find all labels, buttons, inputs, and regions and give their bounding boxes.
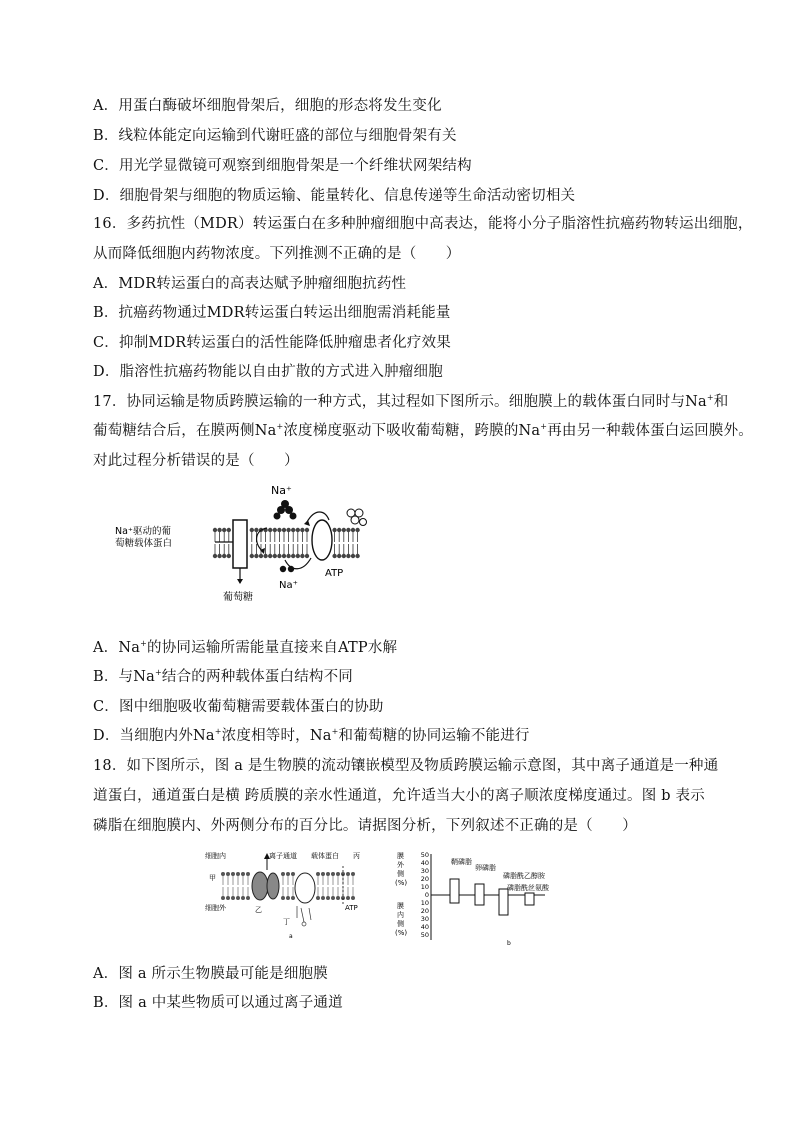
phospholipid-head — [222, 554, 226, 558]
label-jia: 甲 — [209, 874, 216, 882]
q15-option-b: B．线粒体能定向运输到代谢旺盛的部位与细胞骨架有关 — [93, 128, 457, 144]
q16-option-b: B．抗癌药物通过MDR转运蛋白转运出细胞需消耗能量 — [93, 305, 451, 321]
phospholipid-head — [221, 896, 225, 900]
phospholipid-head — [296, 554, 300, 558]
phospholipid-head — [316, 896, 320, 900]
svg-text:30: 30 — [420, 915, 429, 923]
label-pe: 磷脂酰乙醇胺 — [503, 872, 545, 880]
phospholipid-head — [213, 554, 217, 558]
phospholipid-head — [277, 554, 281, 558]
phospholipid-head — [305, 554, 309, 558]
q18-stem-line3: 磷脂在细胞膜内、外两侧分布的百分比。请据图分析，下列叙述不正确的是（ ） — [93, 818, 637, 834]
q18-stem-line2: 道蛋白，通道蛋白是横 跨质膜的亲水性通道，允许适当大小的离子顺浓度梯度通过。图 b 表示 — [93, 788, 705, 804]
q18-stem-line1: 18．如下图所示，图 a 是生物膜的流动镶嵌模型及物质跨膜运输示意图，其中离子通道是一种通 — [93, 758, 719, 774]
phospholipid-head — [263, 554, 267, 558]
caption-b: b — [507, 940, 511, 947]
na-ion-pair-bottom — [280, 566, 294, 572]
q18-figure-b-phospholipid-chart — [395, 850, 565, 950]
phospholipid-head — [268, 528, 272, 532]
label-ding: 丁 — [283, 918, 290, 926]
phospholipid-head — [241, 872, 245, 876]
q17-option-b: B．与Na+结合的两种载体蛋白结构不同 — [93, 668, 354, 685]
q17-stem-line1: 17．协同运输是物质跨膜运输的一种方式，其过程如下图所示。细胞膜上的载体蛋白同时与Na+和 — [93, 393, 729, 410]
svg-text:30: 30 — [420, 867, 429, 875]
y-label-outside — [395, 851, 407, 887]
glucose-carrier-protein — [233, 520, 247, 568]
label-yi: 乙 — [255, 906, 262, 914]
q18-figure-a-membrane-model — [205, 848, 365, 940]
carrier-protein — [295, 873, 315, 903]
phospholipid-head — [331, 872, 335, 876]
phospholipid-head — [217, 554, 221, 558]
svg-text:外: 外 — [397, 861, 404, 869]
bar-ps — [525, 893, 534, 905]
label-atp: ATP — [325, 568, 344, 579]
phospholipid-head — [321, 896, 325, 900]
q15-option-c: C．用光学显微镜可观察到细胞骨架是一个纤维状网架结构 — [93, 158, 472, 174]
phospholipid-head — [241, 896, 245, 900]
label-na-top: Na⁺ — [271, 484, 292, 497]
phospholipid-head — [342, 528, 346, 532]
label-na-bottom: Na⁺ — [279, 580, 298, 591]
phospholipid-head — [236, 896, 240, 900]
label-lecithin: 卵磷脂 — [475, 864, 496, 872]
phospholipid-head — [282, 554, 286, 558]
na-pump-protein — [312, 520, 332, 560]
phospholipid-head — [231, 896, 235, 900]
q17-option-a: A．Na+的协同运输所需能量直接来自ATP水解 — [93, 639, 398, 656]
phospholipid-head — [217, 528, 221, 532]
label-carrier-protein: 载体蛋白 — [311, 852, 339, 860]
phospholipid-head — [268, 554, 272, 558]
phospholipid-head — [291, 872, 295, 876]
phospholipid-head — [300, 528, 304, 532]
svg-text:(%): (%) — [395, 929, 408, 937]
na-ion-cluster-top — [274, 500, 297, 520]
svg-text:侧: 侧 — [397, 870, 404, 878]
phospholipid-head — [281, 896, 285, 900]
phospholipid-head — [236, 872, 240, 876]
svg-text:10: 10 — [420, 883, 429, 891]
phospholipid-head — [336, 872, 340, 876]
q17-stem-line3: 对此过程分析错误的是（ ） — [93, 453, 299, 469]
q17-option-c: C．图中细胞吸收葡萄糖需要载体蛋白的协助 — [93, 699, 384, 715]
phospholipid-head — [213, 528, 217, 532]
q17-option-d: D．当细胞内外Na+浓度相等时，Na+和葡萄糖的协同运输不能进行 — [93, 727, 530, 744]
q16-stem-line2: 从而降低细胞内药物浓度。下列推测不正确的是（ ） — [93, 246, 461, 262]
q15-option-d: D．细胞骨架与细胞的物质运输、能量转化、信息传递等生命活动密切相关 — [93, 188, 576, 204]
svg-text:20: 20 — [420, 907, 429, 915]
phospholipid-head — [226, 896, 230, 900]
q18-option-b: B．图 a 中某些物质可以通过离子通道 — [93, 995, 343, 1011]
phospholipid-head — [346, 896, 350, 900]
bar-lecithin — [475, 884, 484, 905]
phospholipid-head — [351, 554, 355, 558]
label-glucose: 葡萄糖 — [223, 592, 253, 603]
label-carrier-line1: Na⁺驱动的葡 — [115, 526, 171, 537]
bar-pe — [499, 889, 508, 915]
phospholipid-head — [286, 896, 290, 900]
phospholipid-head — [250, 554, 254, 558]
phospholipid-head — [221, 872, 225, 876]
y-label-inside — [395, 901, 407, 937]
phospholipid-head — [351, 896, 355, 900]
phospholipid-head — [231, 872, 235, 876]
label-cell-outside: 细胞外 — [205, 904, 226, 912]
svg-text:0: 0 — [424, 891, 429, 899]
phospholipid-head — [305, 528, 309, 532]
label-atp-a: ATP — [345, 904, 358, 912]
q16-option-a: A．MDR转运蛋白的高表达赋予肿瘤细胞抗药性 — [93, 276, 407, 292]
phospholipid-head — [346, 554, 350, 558]
svg-text:40: 40 — [420, 859, 429, 867]
phospholipid-head — [282, 528, 286, 532]
label-ps: 磷脂酰丝氨酸 — [507, 884, 549, 892]
phospholipid-head — [254, 528, 258, 532]
phospholipid-head — [346, 528, 350, 532]
phospholipid-head — [332, 528, 336, 532]
q16-option-c: C．抑制MDR转运蛋白的活性能降低肿瘤患者化疗效果 — [93, 335, 451, 351]
phospholipid-head — [250, 528, 254, 532]
phospholipid-head — [291, 528, 295, 532]
phospholipid-head — [286, 872, 290, 876]
phospholipid-head — [296, 528, 300, 532]
phospholipid-head — [346, 872, 350, 876]
svg-text:内: 内 — [397, 911, 404, 919]
q15-option-a: A．用蛋白酶破坏细胞骨架后，细胞的形态将发生变化 — [93, 98, 442, 114]
svg-text:50: 50 — [420, 851, 429, 859]
svg-text:膜: 膜 — [397, 902, 404, 910]
phospholipid-head — [355, 528, 359, 532]
phospholipid-head — [286, 554, 290, 558]
phospholipid-head — [337, 528, 341, 532]
q17-stem-line2: 葡萄糖结合后，在膜两侧Na+浓度梯度驱动下吸收葡萄糖，跨膜的Na+再由另一种载体蛋白运回膜外。 — [93, 422, 753, 439]
svg-text:膜: 膜 — [397, 852, 404, 860]
label-cell-inside: 细胞内 — [205, 852, 226, 860]
phospholipid-head — [351, 528, 355, 532]
phospholipid-head — [273, 554, 277, 558]
phospholipid-head — [332, 554, 336, 558]
y-ticks — [421, 851, 429, 939]
q17-cotransport-figure — [115, 480, 375, 605]
potassium-ion-cluster — [347, 509, 367, 526]
phospholipid-head — [300, 554, 304, 558]
phospholipid-head — [355, 554, 359, 558]
svg-text:50: 50 — [420, 931, 429, 939]
ion-channel-protein — [252, 872, 268, 900]
phospholipid-head — [277, 528, 281, 532]
phospholipid-head — [342, 554, 346, 558]
q16-option-d: D．脂溶性抗癌药物能以自由扩散的方式进入肿瘤细胞 — [93, 364, 443, 380]
caption-a: a — [289, 933, 293, 940]
phospholipid-head — [227, 554, 231, 558]
label-carrier-line2: 萄糖载体蛋白 — [115, 538, 173, 549]
label-sphingomyelin: 鞘磷脂 — [451, 858, 472, 866]
phospholipid-head — [259, 554, 263, 558]
phospholipid-head — [326, 872, 330, 876]
q16-stem-line1: 16．多药抗性（MDR）转运蛋白在多种肿瘤细胞中高表达，能将小分子脂溶性抗癌药物转运出细胞， — [93, 216, 753, 232]
phospholipid-head — [281, 872, 285, 876]
phospholipid-head — [351, 872, 355, 876]
svg-text:侧: 侧 — [397, 920, 404, 928]
phospholipid-head — [331, 896, 335, 900]
label-ion-channel: 离子通道 — [269, 852, 297, 860]
phospholipid-head — [326, 896, 330, 900]
phospholipid-head — [273, 528, 277, 532]
svg-text:20: 20 — [420, 875, 429, 883]
phospholipid-head — [336, 896, 340, 900]
label-bing: 丙 — [353, 852, 360, 860]
phospholipid-head — [222, 528, 226, 532]
bar-sphingomyelin — [450, 879, 459, 903]
q18-option-a: A．图 a 所示生物膜最可能是细胞膜 — [93, 966, 328, 982]
phospholipid-head — [291, 554, 295, 558]
phospholipid-head — [291, 896, 295, 900]
phospholipid-head — [337, 554, 341, 558]
svg-text:40: 40 — [420, 923, 429, 931]
phospholipid-head — [246, 896, 250, 900]
svg-text:(%): (%) — [395, 879, 408, 887]
svg-text:10: 10 — [420, 899, 429, 907]
phospholipid-head — [321, 872, 325, 876]
phospholipid-head — [246, 872, 250, 876]
phospholipid-head — [254, 554, 258, 558]
phospholipid-head — [286, 528, 290, 532]
phospholipid-head — [227, 528, 231, 532]
phospholipid-head — [316, 872, 320, 876]
phospholipid-head — [226, 872, 230, 876]
